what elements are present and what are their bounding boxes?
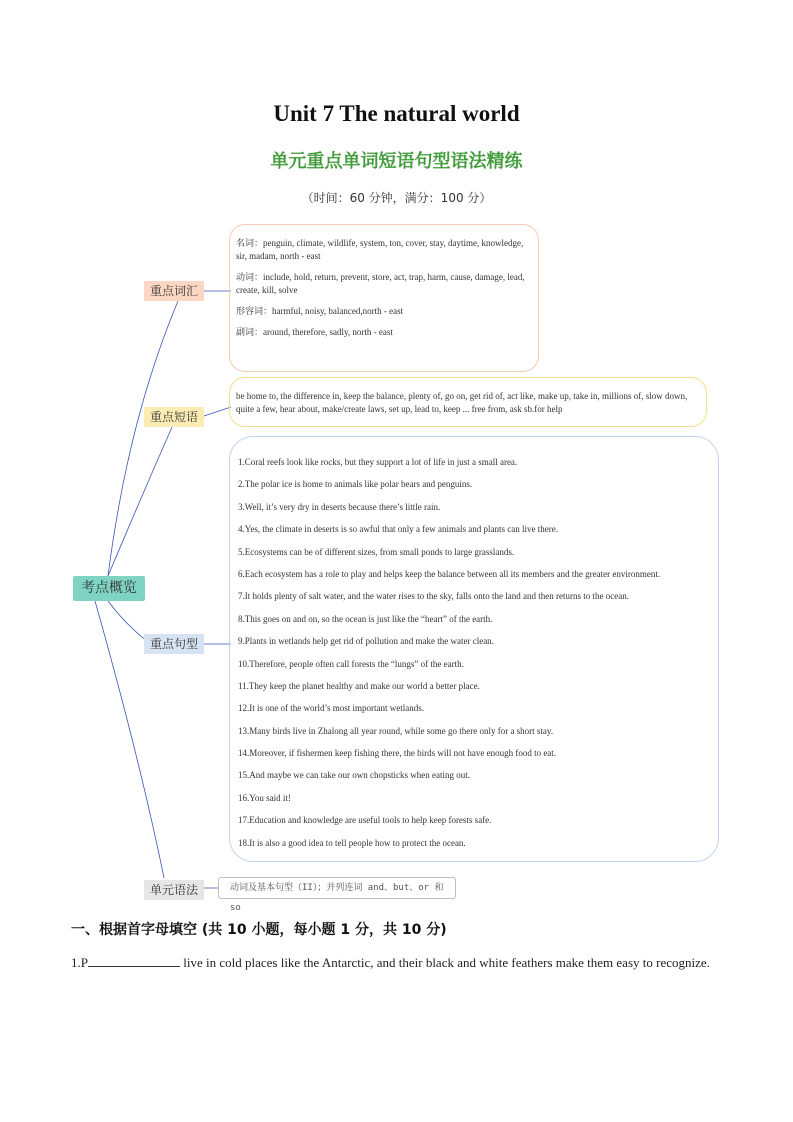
sentence-item: 15.And maybe we can take our own chopsticks when eating out. [238,770,470,781]
question-1-prefix: 1.P [71,955,88,970]
sentence-item: 5.Ecosystems can be of different sizes, from small ponds to large grasslands. [238,546,515,557]
sentence-item: 17.Education and knowledge are useful tools to help keep forests safe. [238,815,492,826]
question-1 [71,947,721,979]
sentence-item: 1.Coral reefs look like rocks, but they support a lot of life in just a small area. [238,457,518,467]
answer-blank[interactable] [88,952,180,967]
mindmap-node-grammar: 单元语法 [144,880,204,900]
vocab-nouns: 名词：penguin, climate, wildlife, system, ton, cover, stay, daytime, knowledge, sir, madam, north - east [236,238,524,261]
connector-phrase-box [201,407,231,417]
vocab-adjectives: 形容词：harmful, noisy, balanced,north - east [236,306,404,316]
sentence-item: 13.Many birds live in Zhalong all year round, while some go there only for a short stay. [238,725,554,736]
grammar-box: 动词及基本句型（II）；并列连词 and、but、or 和 so [218,877,456,899]
sentence-item: 2.The polar ice is home to animals like polar bears and penguins. [238,479,473,490]
vocab-adverbs: 副词：around, therefore, sadly, north - east [236,327,393,337]
sentence-item: 7.It holds plenty of salt water, and the water rises to the sky, falls onto the land and then returns to the ocean. [238,591,629,602]
mindmap-node-sentences: 重点句型 [144,634,204,654]
sentence-item: 6.Each ecosystem has a role to play and helps keep the balance between all its members and the greater environment. [238,568,661,579]
section-heading: 一、根据首字母填空 (共 10 小题，每小题 1 分，共 10 分) [71,922,447,938]
sentence-item: 4.Yes, the climate in deserts is so awful that only a few animals and plants can live there. [238,524,559,535]
sentence-item: 16.You said it! [238,792,291,803]
page-title: Unit 7 The natural world [273,101,520,126]
sentence-item: 18.It is also a good idea to tell people how to protect the ocean. [238,837,466,848]
sentence-item: 3.Well, it’s very dry in deserts because there’s little rain. [238,501,441,512]
phrases-box [229,377,707,427]
connector-phrase [108,427,172,576]
page-subtitle: 单元重点单词短语句型语法精练 [270,151,523,172]
phrases-text: be home to, the difference in, keep the balance, plenty of, go on, get rid of, act like, make up, take in, millions of, slow down, quite a few, hear about, make/create laws, set up, lead to, keep ... free from, ask sb.for help [236,391,688,414]
vocab-box [229,224,539,372]
mindmap-node-vocab: 重点词汇 [144,281,204,301]
vocab-verbs: 动词：include, hold, return, prevent, store, act, trap, harm, cause, damage, lead, create, kill, solve [236,272,525,295]
question-1-text: live in cold places like the Antarctic, and their black and white feathers make them easy to recognize. [179,955,710,970]
mindmap-center-node: 考点概览 [73,576,145,601]
mindmap-node-phrases: 重点短语 [144,407,204,427]
sentence-item: 12.It is one of the world’s most important wetlands. [238,703,424,714]
sentence-item: 11.They keep the planet healthy and make our world a better place. [238,680,480,691]
connector-vocab [108,301,178,576]
sentence-item: 9.Plants in wetlands help get rid of pollution and make the water clean. [238,636,494,647]
sentence-item: 10.Therefore, people often call forests the “lungs” of the earth. [238,658,464,669]
sentence-item: 8.This goes on and on, so the ocean is just like the “heart” of the earth. [238,613,493,624]
sentence-item: 14.Moreover, if fishermen keep fishing there, the birds will not have enough food to eat. [238,748,557,759]
sentences-box [229,436,719,862]
time-note: （时间：60 分钟，满分：100 分） [301,191,492,205]
